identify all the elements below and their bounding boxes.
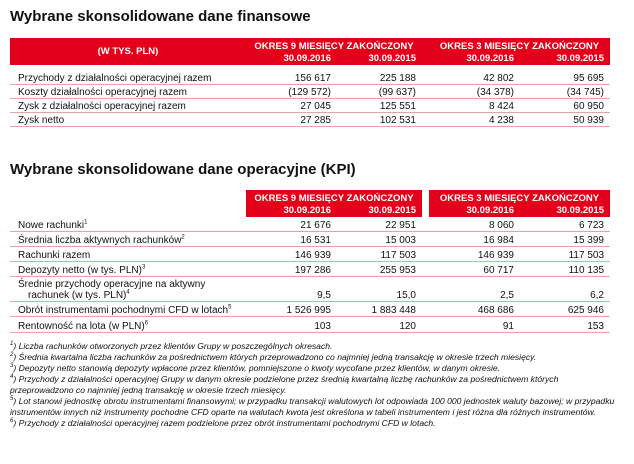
footnote-number: 3 <box>10 363 14 370</box>
footnote-ref: 1 <box>84 219 88 226</box>
cell-value: 2,5 <box>429 276 520 301</box>
footnote: $^3$) Depozyty netto stanowią depozyty wpłacone przez klientów, pomniejszone o kwoty wycofane przez klientów, w danym okresie. <box>10 363 501 373</box>
cell-value: (34 378) <box>429 84 520 98</box>
cell-value: 146 939 <box>246 246 337 261</box>
cell-value: 27 045 <box>246 98 337 112</box>
operational-date-header: 30.09.2015 <box>520 204 610 217</box>
cell-value: 15,0 <box>337 276 422 301</box>
cell-value: 117 503 <box>520 246 610 261</box>
cell-value: 103 <box>246 316 337 332</box>
row-label: Obrót instrumentami pochodnymi CFD w lotach <box>18 304 229 316</box>
cell-value: 468 686 <box>429 301 520 316</box>
table-row <box>10 261 610 276</box>
footnote-text: Średnia kwartalna liczba rachunków za pośrednictwem których przeprowadzono co najmniej jedną transakcję w okresie trzech miesięcy. <box>18 352 537 362</box>
cell-value: 27 285 <box>246 112 337 126</box>
cell-value: 60 950 <box>520 98 610 112</box>
table-row <box>10 276 610 301</box>
table-row <box>10 217 610 231</box>
footnote-number: 6 <box>10 418 14 425</box>
operational-section-title: Wybrane skonsolidowane dane operacyjne (KPI) <box>10 161 356 178</box>
row-label: Koszty działalności operacyjnej razem <box>10 84 246 98</box>
table-row <box>10 231 610 246</box>
table-row <box>10 246 610 261</box>
cell-value: 110 135 <box>520 261 610 276</box>
footnote-ref: 3 <box>141 264 146 271</box>
operational-period9-header: OKRES 9 MIESIĘCY ZAKOŃCZONY <box>246 190 422 204</box>
cell-value: 102 531 <box>337 112 422 126</box>
financial-period9-header: OKRES 9 MIESIĘCY ZAKOŃCZONY <box>246 38 422 52</box>
financial-units-header: (W TYS. PLN) <box>10 38 246 65</box>
financial-section-title: Wybrane skonsolidowane dane finansowe <box>10 8 311 25</box>
cell-value: 6 723 <box>520 217 610 231</box>
cell-value: 50 939 <box>520 112 610 126</box>
financial-table <box>10 38 610 127</box>
cell-value: 117 503 <box>337 246 422 261</box>
table-row <box>10 301 610 316</box>
table-row <box>10 70 610 84</box>
footnote-ref: 2 <box>181 234 185 241</box>
cell-value: 255 953 <box>337 261 422 276</box>
cell-value: (34 745) <box>520 84 610 98</box>
cell-value: 8 060 <box>429 217 520 231</box>
cell-value: 15 003 <box>337 231 422 246</box>
cell-value: 60 717 <box>429 261 520 276</box>
cell-value: 156 617 <box>246 70 337 84</box>
cell-value: 146 939 <box>429 246 520 261</box>
row-label: Średnia liczba aktywnych rachunków <box>18 234 182 246</box>
footnote-ref: 5 <box>228 304 232 311</box>
cell-value: 120 <box>337 316 422 332</box>
footnote: $^1$) Liczba rachunków otworzonych przez klientów Grupy w poszczególnych okresach. <box>10 341 333 351</box>
table-row <box>10 98 610 112</box>
row-label-continued: rachunek (w tys. PLN) <box>28 289 127 301</box>
footnote: $^2$) Średnia kwartalna liczba rachunków za pośrednictwem których przeprowadzono co najmniej jedną transakcję w okresie trzech miesięcy. <box>10 352 537 362</box>
cell-value: 1 883 448 <box>337 301 422 316</box>
cell-value: 9,5 <box>246 276 337 301</box>
footnote-text: Przychody z działalności operacyjnej Grupy w danym okresie podzielone przez średnią kwartalną liczbę rachunków za pośrednictwem których przeprowadzono co najmniej jedną transakcję w okresie trzech miesięcy. <box>10 374 559 395</box>
footnote-text: Depozyty netto stanowią depozyty wpłacone przez klientów, pomniejszone o kwoty wycofane przez klientów, w danym okresie. <box>18 363 501 373</box>
footnote: $^4$) Przychody z działalności operacyjnej Grupy w danym okresie podzielone przez średnią kwartalną liczbę rachunków za pośrednictwem których przeprowadzono co najmniej jedną transakcję w okresie trzech miesięcy. <box>10 374 559 395</box>
cell-value: 15 399 <box>520 231 610 246</box>
cell-value: 16 984 <box>429 231 520 246</box>
footnote: $^6$) Przychody z działalności operacyjnej razem podzielone przez obrót instrumentami pochodnymi CFD w lotach. <box>10 418 436 428</box>
row-label: Przychody z działalności operacyjnej razem <box>10 70 246 84</box>
table-row <box>10 112 610 126</box>
row-label: Zysk netto <box>10 112 246 126</box>
cell-value: 8 424 <box>429 98 520 112</box>
operational-date-header: 30.09.2016 <box>246 204 337 217</box>
cell-value: 91 <box>429 316 520 332</box>
financial-date-header: 30.09.2016 <box>429 52 520 65</box>
row-label: Rentowność na lota (w PLN) <box>18 320 145 332</box>
footnote-text: Liczba rachunków otworzonych przez klientów Grupy w poszczególnych okresach. <box>18 341 333 351</box>
financial-date-header: 30.09.2015 <box>520 52 610 65</box>
cell-value: 1 526 995 <box>246 301 337 316</box>
table-row <box>10 84 610 98</box>
financial-period3-header: OKRES 3 MIESIĘCY ZAKOŃCZONY <box>429 38 610 52</box>
cell-value: (99 637) <box>337 84 422 98</box>
cell-value: 16 531 <box>246 231 337 246</box>
row-label: Zysk z działalności operacyjnej razem <box>10 98 246 112</box>
cell-value: 197 286 <box>246 261 337 276</box>
row-label: Średnie przychody operacyjne na aktywny <box>18 278 206 290</box>
cell-value: 4 238 <box>429 112 520 126</box>
row-label: Rachunki razem <box>18 249 91 261</box>
cell-value: 95 695 <box>520 70 610 84</box>
cell-value: 22 951 <box>337 217 422 231</box>
cell-value: 153 <box>520 316 610 332</box>
footnotes <box>10 341 622 429</box>
row-label: Depozyty netto (w tys. PLN) <box>18 264 142 276</box>
row-label: Nowe rachunki <box>18 219 85 231</box>
operational-date-header: 30.09.2015 <box>337 204 422 217</box>
footnote-ref: 4 <box>126 289 130 296</box>
cell-value: 225 188 <box>337 70 422 84</box>
operational-date-header: 30.09.2016 <box>429 204 520 217</box>
cell-value: 625 946 <box>520 301 610 316</box>
financial-date-header: 30.09.2016 <box>246 52 337 65</box>
cell-value: 6,2 <box>520 276 610 301</box>
cell-value: 21 676 <box>246 217 337 231</box>
footnote-number: 1 <box>10 341 14 348</box>
footnote-number: 5 <box>10 396 14 403</box>
operational-period3-header: OKRES 3 MIESIĘCY ZAKOŃCZONY <box>429 190 610 204</box>
cell-value: (129 572) <box>246 84 337 98</box>
footnote: $^5$) Lot stanowi jednostkę obrotu instrumentami finansowymi; w przypadku transakcji walutowych lot odpowiada 100 000 jednostek waluty bazowej; w przypadku instrumentów innych niż instrumenty pochodne CFD oparte na walutach kwota jest określona w tabeli instrumentem i jest różna dla różnych instrumentów. <box>10 396 615 417</box>
financial-date-header: 30.09.2015 <box>337 52 422 65</box>
footnote-text: Lot stanowi jednostkę obrotu instrumentami finansowymi; w przypadku transakcji walutowych lot odpowiada 100 000 jednostek waluty bazowej; w przypadku instrumentów innych niż instrumenty pochodne CFD oparte na walutach kwota jest określona w tabeli instrumentem i jest różna dla różnych instrumentów. <box>10 396 615 417</box>
footnote-ref: 6 <box>144 320 149 327</box>
footnote-number: 4 <box>10 374 14 381</box>
cell-value: 125 551 <box>337 98 422 112</box>
footnote-text: Przychody z działalności operacyjnej razem podzielone przez obrót instrumentami pochodnymi CFD w lotach. <box>18 418 436 428</box>
operational-table <box>10 190 610 333</box>
table-row <box>10 316 610 332</box>
cell-value: 42 802 <box>429 70 520 84</box>
footnote-number: 2 <box>10 352 14 359</box>
